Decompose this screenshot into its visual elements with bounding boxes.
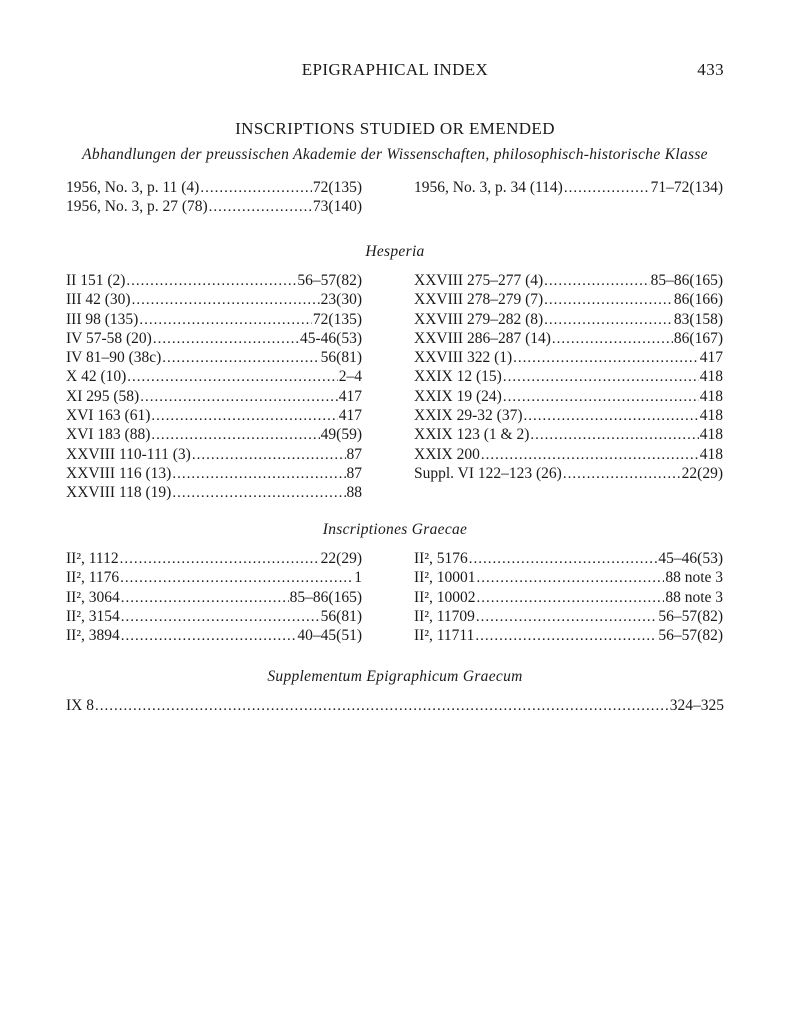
entry-reference: X 42 (10) <box>66 368 127 386</box>
entry-page: 83(158) <box>673 310 723 328</box>
entry-page: 22(29) <box>681 464 723 482</box>
entry-reference: II², 3064 <box>66 588 120 606</box>
entry-page: 45-46(53) <box>300 329 362 347</box>
dot-leader <box>140 388 338 407</box>
index-entry <box>414 387 723 406</box>
index-entry <box>414 178 723 197</box>
dot-leader <box>563 465 681 484</box>
entry-page: 88 note 3 <box>665 569 723 587</box>
entry-reference: IV 81–90 (38c) <box>66 349 162 367</box>
entry-page: 71–72(134) <box>650 179 723 196</box>
entry-page: 418 <box>699 368 723 386</box>
dot-leader <box>126 272 296 291</box>
dot-leader <box>132 291 320 310</box>
entry-page: 86(166) <box>673 291 723 309</box>
index-entry <box>66 696 724 715</box>
dot-leader <box>200 179 312 198</box>
index-entry <box>66 387 362 406</box>
entry-page: 56–57(82) <box>658 627 723 645</box>
dot-leader <box>120 569 353 588</box>
dot-leader <box>121 608 320 627</box>
entry-page: 45–46(53) <box>658 550 723 567</box>
index-title: INSCRIPTIONS STUDIED OR EMENDED <box>235 119 555 138</box>
entry-page: 418 <box>699 445 723 463</box>
entry-page: 72(135) <box>312 179 362 196</box>
entry-page: 86(167) <box>673 329 723 347</box>
ig-left-column <box>66 549 362 645</box>
index-entry <box>66 425 362 444</box>
index-entry <box>66 483 362 502</box>
entry-reference: XXIX 123 (1 & 2) <box>414 426 530 444</box>
index-entry <box>66 271 362 290</box>
entry-reference: II², 1176 <box>66 569 120 587</box>
index-entry <box>414 290 723 309</box>
dot-leader <box>476 569 664 588</box>
entry-page: 87 <box>346 464 362 482</box>
entry-page: 418 <box>699 387 723 405</box>
entry-page: 88 note 3 <box>665 588 723 606</box>
index-entry <box>414 607 723 626</box>
entry-reference: XXVIII 275–277 (4) <box>414 272 544 289</box>
entry-reference: II², 11709 <box>414 607 475 625</box>
entry-reference: XVI 163 (61) <box>66 407 151 425</box>
entry-reference: II², 1112 <box>66 550 119 567</box>
dot-leader <box>151 407 337 426</box>
index-entry <box>414 271 723 290</box>
entry-reference: XXVIII 118 (19) <box>66 484 172 502</box>
running-header <box>66 60 724 84</box>
index-entry <box>66 329 362 348</box>
entry-page: 49(59) <box>320 426 362 444</box>
dot-leader <box>192 446 346 465</box>
entry-reference: IX 8 <box>66 697 94 714</box>
index-entry <box>66 626 362 645</box>
hesperia-right-column <box>414 271 723 483</box>
section-title-inscriptiones-graecae: Inscriptiones Graecae <box>322 521 468 538</box>
index-entry <box>414 588 723 607</box>
entry-reference: XXIX 29-32 (37) <box>414 407 523 425</box>
entry-page: 417 <box>338 407 362 425</box>
dot-leader <box>172 465 345 484</box>
entry-page: 1 <box>354 569 362 587</box>
dot-leader <box>513 349 699 368</box>
index-entry <box>414 626 723 645</box>
entry-reference: II², 11711 <box>414 627 475 645</box>
index-entry <box>66 178 362 197</box>
entry-page: 72(135) <box>312 310 362 328</box>
index-entry <box>414 329 723 348</box>
index-entry <box>66 549 362 568</box>
entry-reference: XXVIII 278–279 (7) <box>414 291 544 309</box>
entry-reference: XXIX 19 (24) <box>414 387 502 405</box>
entry-reference: 1956, No. 3, p. 27 (78) <box>66 198 208 216</box>
dot-leader <box>121 627 297 646</box>
dot-leader <box>564 179 650 198</box>
index-entry <box>66 348 362 367</box>
index-entry <box>414 445 723 464</box>
dot-leader <box>481 446 699 465</box>
entry-reference: XXIX 12 (15) <box>414 368 502 386</box>
entry-page: 418 <box>699 426 723 444</box>
abhandlungen-right-column <box>414 178 723 197</box>
section-title-abhandlungen: Abhandlungen der preussischen Akademie der Wissenschaften, philosophisch-historische Klasse <box>82 146 708 163</box>
dot-leader <box>95 697 669 716</box>
entry-reference: II², 10001 <box>414 569 476 587</box>
entry-reference: XXVIII 110-111 (3) <box>66 445 191 463</box>
entry-page: 73(140) <box>312 198 362 216</box>
index-entry <box>414 310 723 329</box>
dot-leader <box>139 311 312 330</box>
dot-leader <box>523 407 698 426</box>
entry-reference: XVI 183 (88) <box>66 426 151 444</box>
dot-leader <box>151 426 319 445</box>
entry-reference: II², 10002 <box>414 588 476 606</box>
entry-reference: XI 295 (58) <box>66 387 140 405</box>
entry-page: 417 <box>699 349 723 367</box>
dot-leader <box>476 589 664 608</box>
dot-leader <box>469 550 658 569</box>
entry-page: 23(30) <box>320 291 362 309</box>
dot-leader <box>127 368 337 387</box>
index-entry <box>414 367 723 386</box>
entry-reference: XXVIII 286–287 (14) <box>414 329 551 347</box>
index-entry <box>66 607 362 626</box>
dot-leader <box>544 311 673 330</box>
running-title: EPIGRAPHICAL INDEX <box>301 60 489 79</box>
hesperia-left-column <box>66 271 362 503</box>
entry-reference: 1956, No. 3, p. 34 (114) <box>414 179 563 196</box>
entry-page: 56(81) <box>320 349 362 367</box>
dot-leader <box>544 291 673 310</box>
dot-leader <box>503 368 699 387</box>
dot-leader <box>476 608 658 627</box>
entry-reference: XXVIII 279–282 (8) <box>414 310 544 328</box>
index-entry <box>66 197 362 216</box>
entry-reference: XXIX 200 <box>414 445 480 463</box>
entry-page: 56(81) <box>320 607 362 625</box>
index-entry <box>66 568 362 587</box>
dot-leader <box>530 426 698 445</box>
section-title-hesperia: Hesperia <box>365 243 425 260</box>
entry-reference: 1956, No. 3, p. 11 (4) <box>66 179 200 196</box>
entry-reference: XXVIII 322 (1) <box>414 349 513 367</box>
index-entry <box>414 406 723 425</box>
index-entry <box>66 290 362 309</box>
dot-leader <box>475 627 657 646</box>
entry-reference: II², 3894 <box>66 627 120 645</box>
entry-page: 324–325 <box>669 697 724 714</box>
dot-leader <box>153 330 299 349</box>
entry-reference: II², 5176 <box>414 550 468 567</box>
entry-page: 418 <box>699 407 723 425</box>
dot-leader <box>120 550 320 569</box>
index-entry <box>66 406 362 425</box>
index-entry <box>66 464 362 483</box>
section-title-seg: Supplementum Epigraphicum Graecum <box>267 668 523 685</box>
entry-reference: III 98 (135) <box>66 310 139 328</box>
entry-page: 88 <box>346 484 362 502</box>
index-entry <box>414 568 723 587</box>
entry-page: 56–57(82) <box>297 272 362 289</box>
entry-page: 22(29) <box>320 550 362 567</box>
entry-page: 85–86(165) <box>289 588 362 606</box>
entry-page: 2–4 <box>338 368 362 386</box>
dot-leader <box>162 349 319 368</box>
dot-leader <box>209 198 312 217</box>
entry-reference: IV 57-58 (20) <box>66 329 152 347</box>
entry-page: 56–57(82) <box>658 607 723 625</box>
entry-page: 85–86(165) <box>650 272 723 289</box>
dot-leader <box>121 589 289 608</box>
abhandlungen-left-column <box>66 178 362 217</box>
page-number: 433 <box>697 60 724 79</box>
index-entry <box>414 549 723 568</box>
index-entry <box>66 445 362 464</box>
index-entry <box>414 348 723 367</box>
entry-page: 87 <box>346 445 362 463</box>
entry-page: 40–45(51) <box>297 627 362 645</box>
entry-reference: II², 3154 <box>66 607 120 625</box>
dot-leader <box>552 330 673 349</box>
entry-page: 417 <box>338 387 362 405</box>
index-entry <box>66 367 362 386</box>
entry-reference: III 42 (30) <box>66 291 131 309</box>
dot-leader <box>544 272 650 291</box>
entry-reference: II 151 (2) <box>66 272 126 289</box>
index-entry <box>66 310 362 329</box>
dot-leader <box>172 484 345 503</box>
index-entry <box>66 588 362 607</box>
dot-leader <box>503 388 699 407</box>
entry-reference: XXVIII 116 (13) <box>66 464 172 482</box>
seg-column <box>66 696 724 715</box>
entry-reference: Suppl. VI 122–123 (26) <box>414 464 562 482</box>
index-entry <box>414 464 723 483</box>
ig-right-column <box>414 549 723 645</box>
index-entry <box>414 425 723 444</box>
